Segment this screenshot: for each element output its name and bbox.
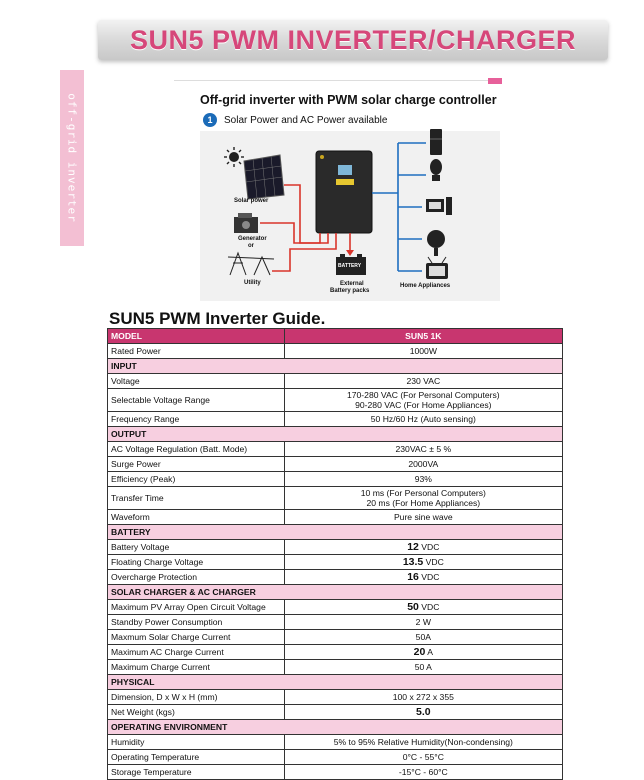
- spec-number: 50: [407, 601, 419, 613]
- spec-unit: VDC: [421, 542, 440, 552]
- spec-label: Net Weight (kgs): [108, 705, 285, 720]
- appliances-label: Home Appliances: [400, 283, 451, 289]
- section-title: OPERATING ENVIRONMENT: [108, 720, 563, 735]
- spec-number: 20: [413, 646, 426, 658]
- side-tab: [60, 70, 84, 246]
- spec-value: [284, 344, 562, 359]
- spec-unit: VDC: [425, 557, 444, 567]
- utility-label: Utility: [244, 280, 261, 286]
- generator-label: Generator: [238, 236, 267, 242]
- battery-caption-2: Battery packs: [330, 288, 370, 294]
- table-row: [108, 735, 563, 750]
- table-row: [108, 690, 563, 705]
- side-tab-label: off-grid inverter: [65, 93, 79, 223]
- spec-value: [284, 570, 562, 585]
- table-row: [108, 442, 563, 457]
- title-banner: [98, 20, 608, 60]
- header-label: MODEL: [108, 329, 285, 344]
- spec-value-line: 93%: [414, 474, 432, 484]
- spec-value-line-2: 20 ms (For Home Appliances): [366, 498, 481, 508]
- section-row: [108, 427, 563, 442]
- battery-caption-1: External: [340, 281, 364, 287]
- spec-label: Surge Power: [108, 457, 285, 472]
- spec-number: 12: [407, 541, 419, 553]
- spec-value: [284, 374, 562, 389]
- table-row: [108, 630, 563, 645]
- or-label: or: [248, 243, 254, 249]
- spec-unit: A: [427, 647, 433, 657]
- spec-label: Waveform: [108, 510, 285, 525]
- spec-value-line: Pure sine wave: [393, 512, 453, 522]
- section-title: BATTERY: [108, 525, 563, 540]
- spec-value: [284, 690, 562, 705]
- spec-label: Maximum Charge Current: [108, 660, 285, 675]
- sun-icon: [224, 147, 244, 167]
- section-row: [108, 525, 563, 540]
- spec-value: [284, 765, 562, 780]
- spec-value: [284, 735, 562, 750]
- spec-unit: VDC: [421, 602, 440, 612]
- spec-label: Maxmum Solar Charge Current: [108, 630, 285, 645]
- spec-label: Dimension, D x W x H (mm): [108, 690, 285, 705]
- section-title: INPUT: [108, 359, 563, 374]
- solar-panel-icon: [244, 155, 284, 199]
- spec-value: [284, 510, 562, 525]
- spec-value-line: 230 VAC: [406, 376, 441, 386]
- spec-value-line: 10 ms (For Personal Computers): [360, 488, 486, 498]
- spec-value: [284, 487, 562, 510]
- section-row: [108, 675, 563, 690]
- table-row: [108, 487, 563, 510]
- table-header-row: [108, 329, 563, 344]
- table-row: [108, 472, 563, 487]
- table-row: [108, 750, 563, 765]
- spec-value: [284, 555, 562, 570]
- table-row: [108, 765, 563, 780]
- spec-value-line: 2 W: [415, 617, 431, 627]
- spec-label: Maximum PV Array Open Circuit Voltage: [108, 600, 285, 615]
- spec-value: [284, 457, 562, 472]
- spec-value-line: 230VAC ± 5 %: [395, 444, 452, 454]
- spec-value: [284, 630, 562, 645]
- battery-box-label: BATTERY: [338, 263, 362, 269]
- inverter-icon: [316, 151, 372, 233]
- spec-label: Standby Power Consumption: [108, 615, 285, 630]
- spec-value-line: -15°C - 60°C: [398, 767, 448, 777]
- section-title: SOLAR CHARGER & AC CHARGER: [108, 585, 563, 600]
- section-title: PHYSICAL: [108, 675, 563, 690]
- spec-label: Maximum AC Charge Current: [108, 645, 285, 660]
- number-badge: 1: [203, 113, 217, 127]
- spec-value-line: 0°C - 55°C: [402, 752, 444, 762]
- table-row: [108, 344, 563, 359]
- spec-value-line: 50 Hz/60 Hz (Auto sensing): [370, 414, 476, 424]
- diagram-title: Off-grid inverter with PWM solar charge controller: [200, 93, 497, 107]
- solar-label: Solar power: [234, 198, 269, 204]
- spec-value: [284, 615, 562, 630]
- spec-value-line: 50A: [415, 632, 431, 642]
- spec-label: Efficiency (Peak): [108, 472, 285, 487]
- spec-table: [107, 328, 563, 780]
- page-title: SUN5 PWM INVERTER/CHARGER: [129, 24, 577, 55]
- spec-label: Operating Temperature: [108, 750, 285, 765]
- spec-label: Battery Voltage: [108, 540, 285, 555]
- spec-label: AC Voltage Regulation (Batt. Mode): [108, 442, 285, 457]
- header-value: SUN5 1K: [284, 329, 562, 344]
- spec-value-line: 50 A: [414, 662, 432, 672]
- spec-value: [284, 705, 562, 720]
- spec-number: 5.0: [416, 706, 431, 718]
- table-row: [108, 660, 563, 675]
- table-row: [108, 457, 563, 472]
- spec-value-line: 100 x 272 x 355: [392, 692, 454, 702]
- diagram-subtitle: Solar Power and AC Power available: [224, 115, 388, 126]
- spec-value-line: 170-280 VAC (For Personal Computers): [346, 390, 500, 400]
- spec-number: 16: [407, 571, 419, 583]
- table-row: [108, 600, 563, 615]
- table-row: [108, 374, 563, 389]
- spec-value: [284, 750, 562, 765]
- spec-value-line: 5% to 95% Relative Humidity(Non-condensing): [333, 737, 513, 747]
- spec-value: [284, 645, 562, 660]
- spec-label: Frequency Range: [108, 412, 285, 427]
- fridge-icon: [430, 129, 442, 155]
- spec-label: Humidity: [108, 735, 285, 750]
- table-row: [108, 645, 563, 660]
- spec-label: Transfer Time: [108, 487, 285, 510]
- guide-title: SUN5 PWM Inverter Guide.: [109, 309, 326, 328]
- spec-label: Selectable Voltage Range: [108, 389, 285, 412]
- section-row: [108, 359, 563, 374]
- table-row: [108, 570, 563, 585]
- section-row: [108, 720, 563, 735]
- divider-line: [174, 80, 488, 81]
- spec-number: 13.5: [402, 556, 424, 568]
- spec-label: Rated Power: [108, 344, 285, 359]
- spec-value-line: 2000VA: [408, 459, 439, 469]
- spec-value: [284, 600, 562, 615]
- table-row: [108, 389, 563, 412]
- spec-value-line-2: 90-280 VAC (For Home Appliances): [355, 400, 492, 410]
- table-row: [108, 540, 563, 555]
- table-row: [108, 510, 563, 525]
- spec-value: [284, 472, 562, 487]
- accent-bar: [488, 78, 502, 84]
- system-diagram: [200, 93, 500, 303]
- spec-value: [284, 442, 562, 457]
- spec-label: Storage Temperature: [108, 765, 285, 780]
- section-row: [108, 585, 563, 600]
- spec-unit: VDC: [421, 572, 440, 582]
- table-row: [108, 412, 563, 427]
- spec-value-line: 1000W: [409, 346, 437, 356]
- spec-value: [284, 660, 562, 675]
- table-row: [108, 705, 563, 720]
- table-row: [108, 615, 563, 630]
- spec-label: Overcharge Protection: [108, 570, 285, 585]
- spec-label: Floating Charge Voltage: [108, 555, 285, 570]
- spec-value: [284, 540, 562, 555]
- spec-value: [284, 389, 562, 412]
- table-row: [108, 555, 563, 570]
- spec-label: Voltage: [108, 374, 285, 389]
- section-title: OUTPUT: [108, 427, 563, 442]
- spec-value: [284, 412, 562, 427]
